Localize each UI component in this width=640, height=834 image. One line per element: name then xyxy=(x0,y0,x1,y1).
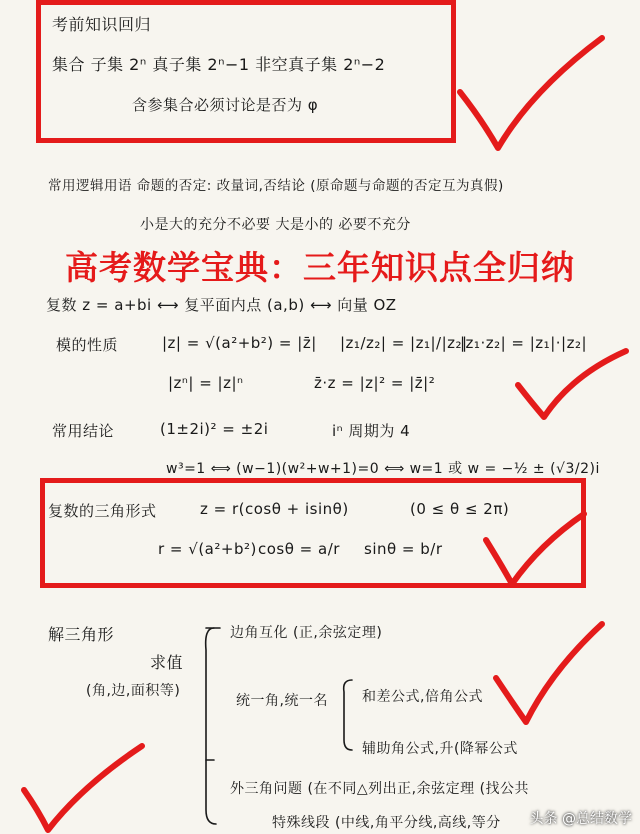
branch-special-segments: 特殊线段 (中线,角平分线,高线,等分 xyxy=(272,815,501,831)
review-heading: 考前知识回归 xyxy=(52,15,152,34)
page-banner-title: 高考数学宝典：三年知识点全归纳 xyxy=(65,248,575,287)
seek-value-items: (角,边,面积等) xyxy=(86,683,181,699)
checkmark-icon xyxy=(18,740,148,834)
modulus-formula-4: |zⁿ| = |z|ⁿ xyxy=(168,374,244,392)
trig-r: r = √(a²+b²) xyxy=(158,540,257,558)
modulus-label: 模的性质 xyxy=(56,336,119,354)
logic-line-2: 小是大的充分不必要 大是小的 必要不充分 xyxy=(140,217,411,233)
cube-roots-line: w³=1 ⟺ (w−1)(w²+w+1)=0 ⟺ w=1 或 w = −½ ± (√3/2)i xyxy=(166,461,600,477)
triangle-brace xyxy=(200,620,360,830)
empty-set-note: 含参集合必须讨论是否为 φ xyxy=(132,96,319,114)
modulus-formula-1: |z| = √(a²+b²) = |z̄| xyxy=(162,334,317,352)
trig-form-formula: z = r(cosθ + isinθ) xyxy=(200,500,349,518)
common-conclusions-label: 常用结论 xyxy=(52,422,115,440)
trig-form-range: (0 ≤ θ ≤ 2π) xyxy=(410,500,510,518)
conclusion-1: (1±2i)² = ±2i xyxy=(160,420,269,438)
checkmark-icon xyxy=(480,510,590,590)
modulus-formula-2: |z₁/z₂| = |z₁|/|z₂| xyxy=(340,334,468,352)
branch-edge-angle: 边角互化 (正,余弦定理) xyxy=(230,625,383,641)
modulus-formula-3: |z₁·z₂| = |z₁|·|z₂| xyxy=(460,334,588,352)
branch-sum-diff: 和差公式,倍角公式 xyxy=(362,689,483,705)
trig-cos: cosθ = a/r xyxy=(258,540,340,558)
checkmark-icon xyxy=(452,30,612,155)
seek-value-label: 求值 xyxy=(150,653,184,672)
logic-line-1: 常用逻辑用语 命题的否定: 改量词,否结论 (原命题与命题的否定互为真假) xyxy=(48,178,504,194)
sets-line: 集合 子集 2ⁿ 真子集 2ⁿ−1 非空真子集 2ⁿ−2 xyxy=(52,55,386,74)
checkmark-icon xyxy=(490,618,610,728)
modulus-formula-5: z̄·z = |z|² = |z̄|² xyxy=(314,374,436,392)
trig-form-label: 复数的三角形式 xyxy=(48,502,157,520)
branch-unify: 统一角,统一名 xyxy=(236,693,328,709)
triangle-heading: 解三角形 xyxy=(48,625,115,644)
trig-sin: sinθ = b/r xyxy=(364,540,443,558)
source-watermark: 头条 @总结数学 xyxy=(529,811,632,827)
branch-aux-angle: 辅助角公式,升(降幂公式 xyxy=(362,741,518,757)
checkmark-icon xyxy=(512,345,632,425)
conclusion-2: iⁿ 周期为 4 xyxy=(332,422,411,440)
branch-outer-triangle: 外三角问题 (在不同△列出正,余弦定理 (找公共 xyxy=(230,781,530,797)
complex-definition: 复数 z = a+bi ⟷ 复平面内点 (a,b) ⟷ 向量 OZ xyxy=(46,296,397,314)
